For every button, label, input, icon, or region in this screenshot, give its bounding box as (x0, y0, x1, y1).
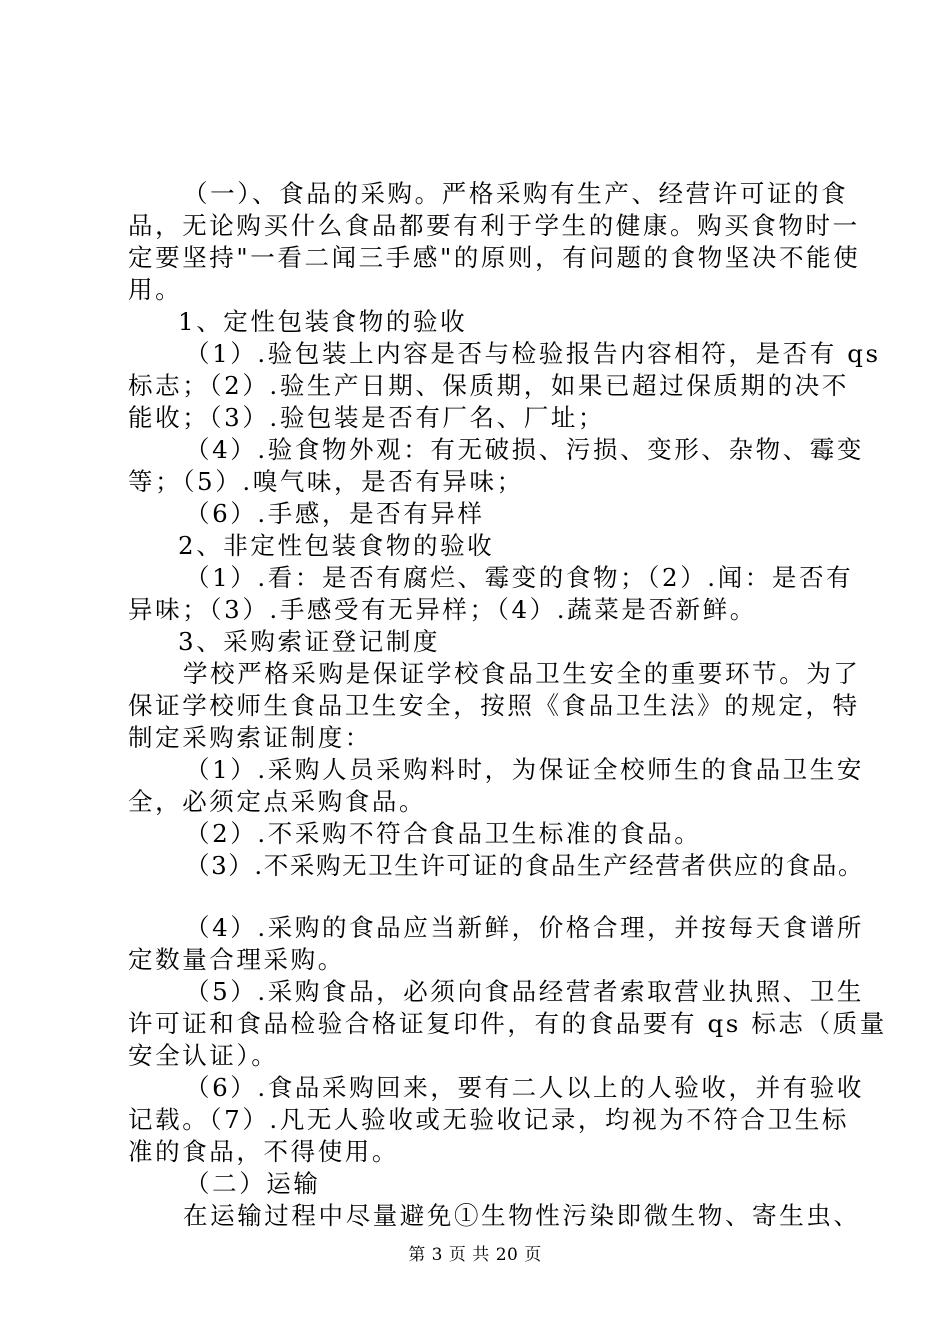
text-line: 全，必须定点采购食品。 (128, 787, 427, 816)
text-line: （2）.不采购不符合食品卫生标准的食品。 (185, 819, 702, 848)
section-heading: 2、非定性包装食物的验收 (178, 531, 495, 560)
text-line: 制定采购索证制度： (128, 723, 372, 752)
text-line: 定要坚持"一看二闻三手感"的原则，有问题的食物坚决不能使 (128, 243, 861, 272)
text-line: 能收；（3）.验包装是否有厂名、厂址； (128, 403, 606, 432)
text-line: 品，无论购买什么食品都要有利于学生的健康。购买食物时一 (128, 211, 860, 240)
text-line: （4）.验食物外观：有无破损、污损、变形、杂物、霉变 (185, 435, 864, 464)
text-line: 学校严格采购是保证学校食品卫生安全的重要环节。为了 (183, 659, 861, 688)
text-line: 准的食品，不得使用。 (128, 1137, 399, 1166)
text-line: 保证学校师生食品卫生安全，按照《食品卫生法》的规定，特 (128, 691, 860, 720)
text-line: （4）.采购的食品应当新鲜，价格合理，并按每天食谱所 (185, 913, 864, 942)
text-line: 用。 (128, 275, 183, 304)
text-line: 定数量合理采购。 (128, 945, 345, 974)
text-line: （1）.验包装上内容是否与检验报告内容相符，是否有 qs (185, 339, 881, 368)
text-line: 安全认证）。 (128, 1041, 279, 1070)
text-line: （6）.食品采购回来，要有二人以上的人验收，并有验收 (185, 1073, 864, 1102)
text-line: （3）.不采购无卫生许可证的食品生产经营者供应的食品。 (185, 851, 865, 880)
page-number-footer: 第 3 页 共 20 页 (408, 1245, 542, 1265)
text-line: 等；（5）.嗅气味，是否有异味； (128, 467, 524, 496)
section-heading: 1、定性包装食物的验收 (178, 307, 468, 336)
text-line: （1）.看：是否有腐烂、霉变的食物；（2）.闻：是否有 (185, 563, 854, 592)
text-line: 记载。（7）.凡无人验收或无验收记录，均视为不符合卫生标 (128, 1105, 849, 1134)
text-line: （1）.采购人员采购料时，为保证全校师生的食品卫生安 (185, 755, 864, 784)
text-line: 异味；（3）.手感受有无异样；（4）.蔬菜是否新鲜。 (128, 595, 757, 624)
section-heading: （二）运输 (185, 1169, 321, 1198)
text-line: （一）、食品的采购。严格采购有生产、经营许可证的食 (183, 179, 849, 208)
text-line: 在运输过程中尽量避免①生物性污染即微生物、寄生虫、 (183, 1201, 861, 1230)
text-line: （5）.采购食品，必须向食品经营者索取营业执照、卫生 (185, 977, 864, 1006)
text-line: 许可证和食品检验合格证复印件，有的食品要有 qs 标志（质量 (128, 1009, 887, 1038)
text-line: 标志；（2）.验生产日期、保质期，如果已超过保质期的决不 (128, 371, 849, 400)
text-line: （6）.手感，是否有异样 (185, 499, 485, 528)
section-heading: 3、采购索证登记制度 (178, 627, 441, 656)
